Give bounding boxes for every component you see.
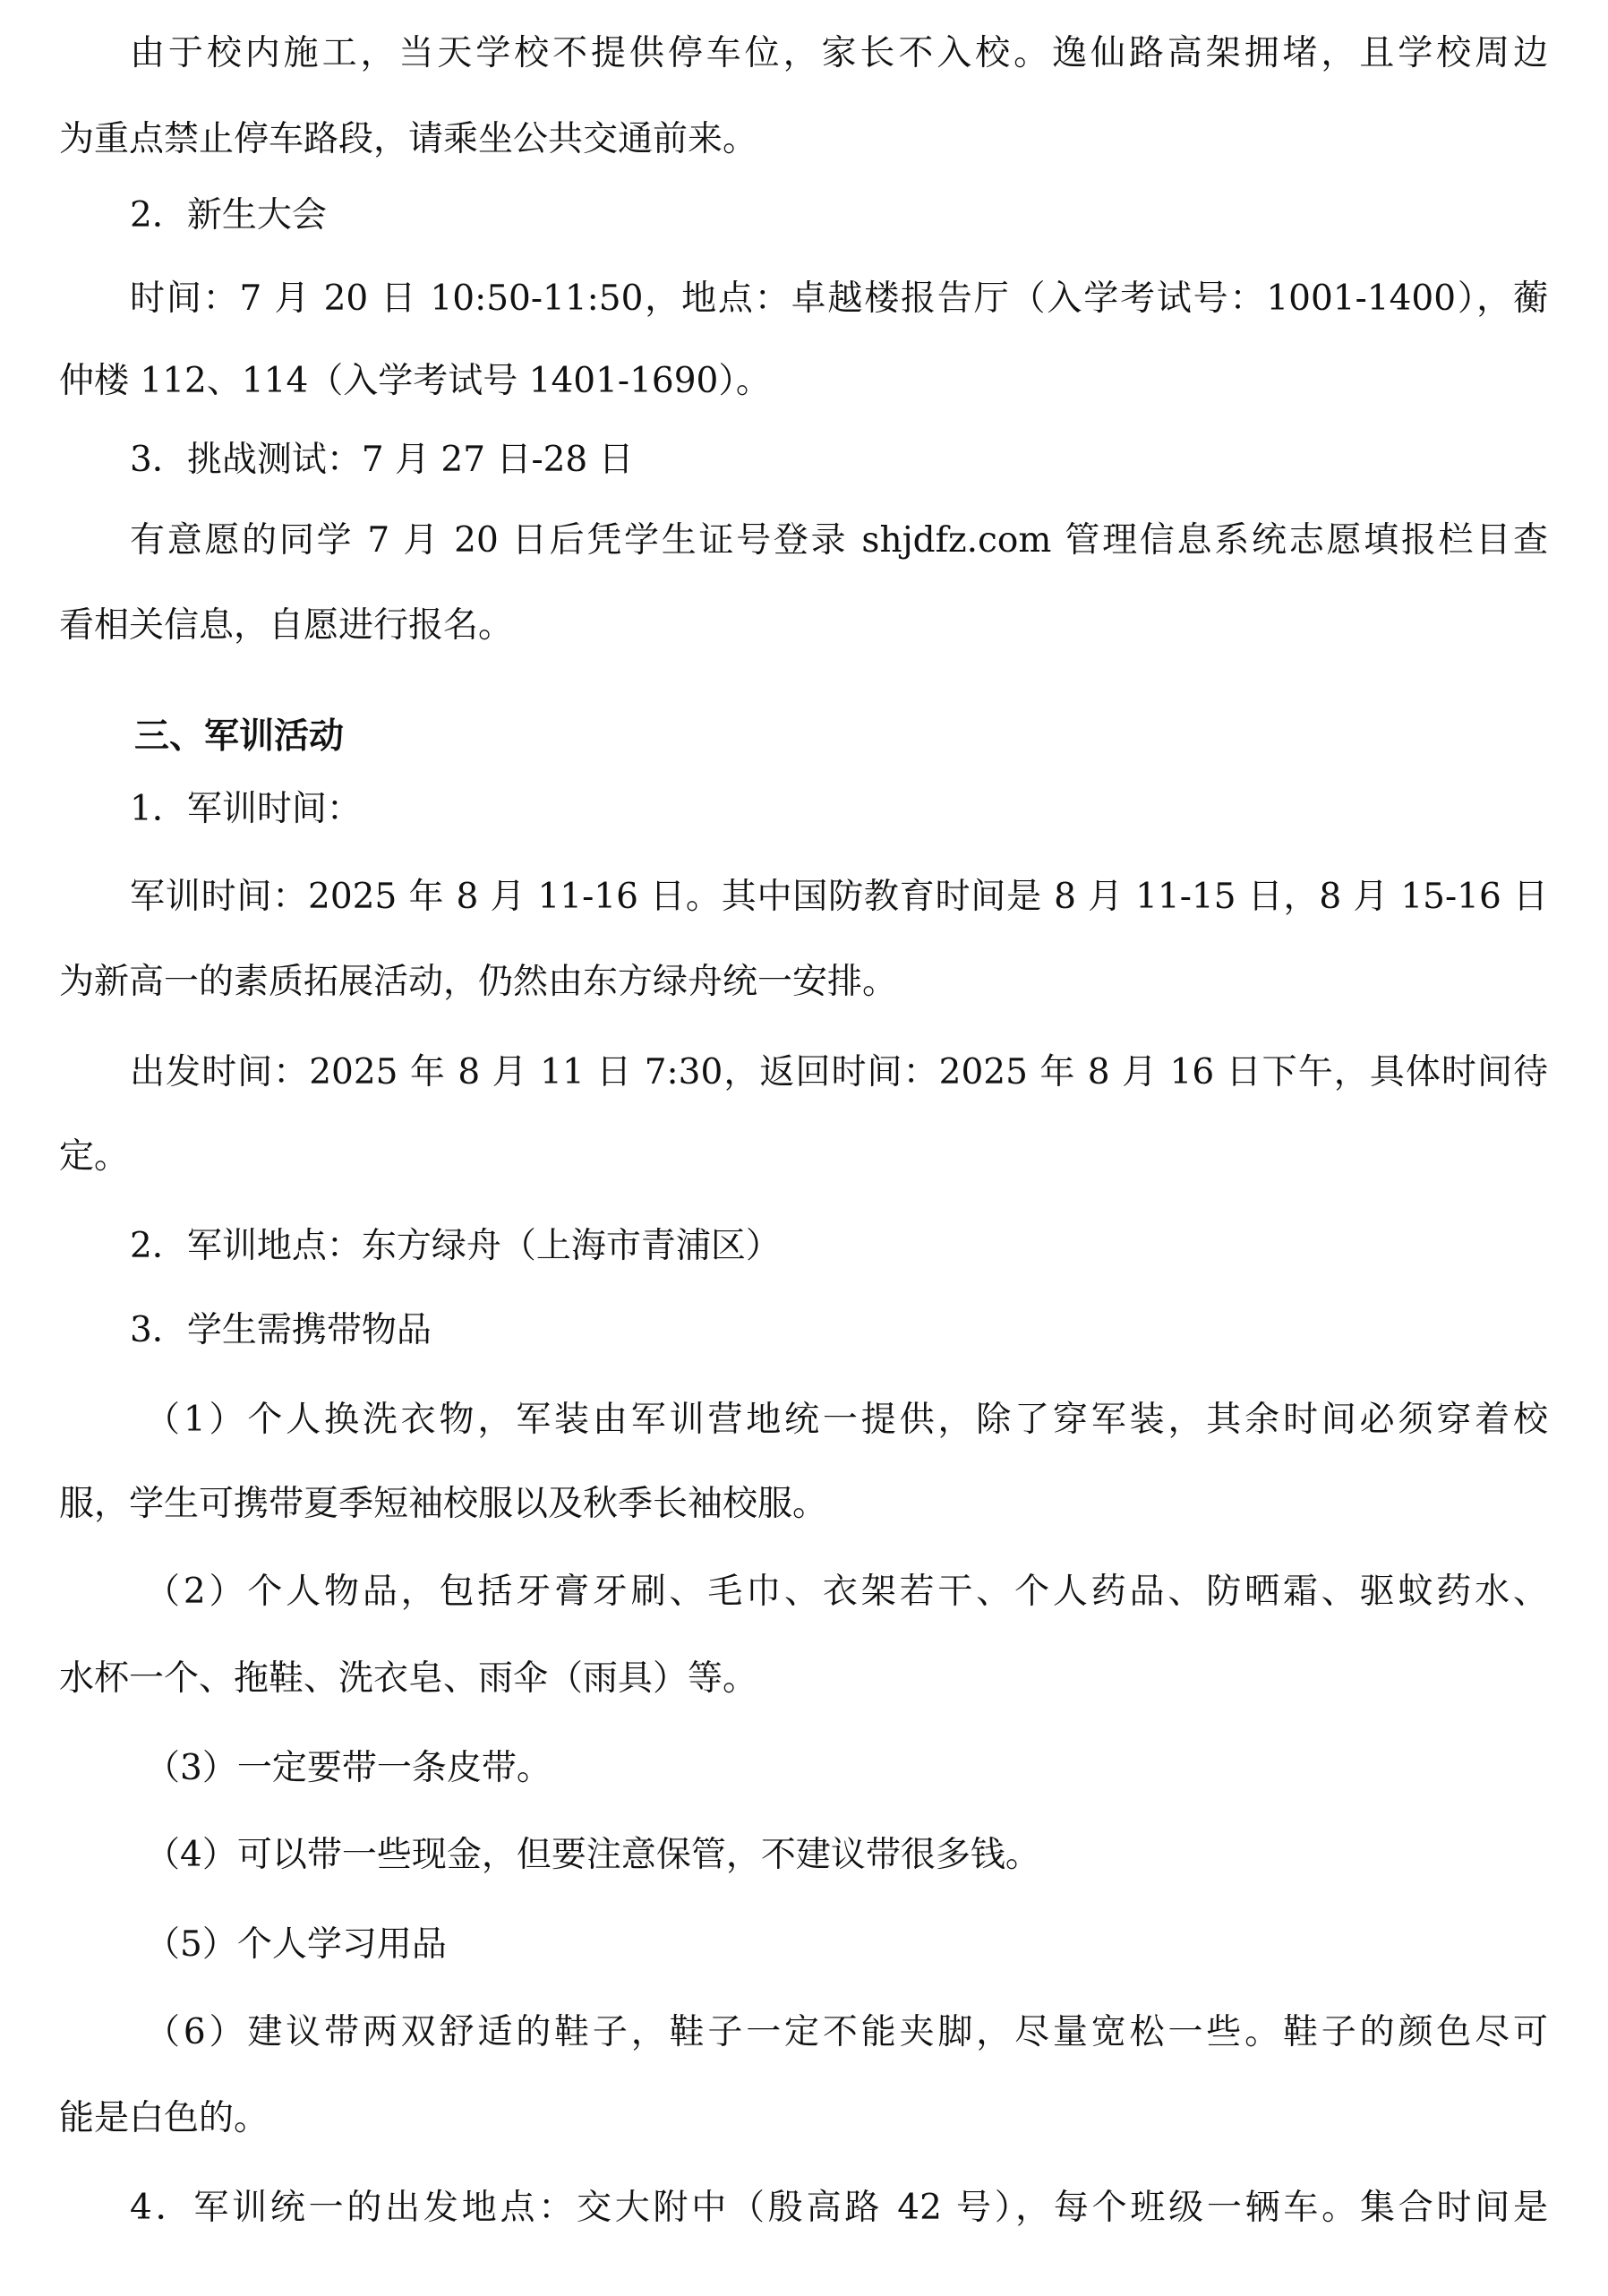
paragraph-line: 能是白色的。	[59, 2098, 269, 2138]
paragraph-line: 由于校内施工，当天学校不提供停车位，家长不入校。逸仙路高架拥堵，且学校周边	[130, 33, 1548, 73]
section-item-heading: 3．挑战测试：7 月 27 日-28 日	[130, 440, 634, 480]
paragraph-line: 有意愿的同学 7 月 20 日后凭学生证号登录 shjdfz.com 管理信息系统志愿填报栏目查	[130, 520, 1548, 561]
paragraph-line: 4．军训统一的出发地点：交大附中（殷高路 42 号），每个班级一辆车。集合时间是	[130, 2188, 1548, 2228]
paragraph-line: 为重点禁止停车路段，请乘坐公共交通前来。	[59, 119, 758, 159]
list-item-line: （5）个人学习用品	[145, 1924, 447, 1965]
section-heading: 三、军训活动	[134, 715, 345, 757]
paragraph-line: 时间：7 月 20 日 10:50-11:50，地点：卓越楼报告厅（入学考试号：1001-1400），蘅	[130, 278, 1548, 319]
section-item-heading: 1．军训时间：	[130, 789, 362, 829]
paragraph-line: 水杯一个、拖鞋、洗衣皂、雨伞（雨具）等。	[59, 1658, 758, 1699]
paragraph-line: 为新高一的素质拓展活动，仍然由东方绿舟统一安排。	[59, 962, 898, 1002]
list-item-line: （1）个人换洗衣物，军装由军训营地统一提供，除了穿军装，其余时间必须穿着校	[145, 1400, 1548, 1440]
paragraph-line: 军训时间：2025 年 8 月 11-16 日。其中国防教育时间是 8 月 11-15 日，8 月 15-16 日	[130, 877, 1548, 917]
list-item-line: （3）一定要带一条皮带。	[145, 1748, 552, 1788]
list-item-line: （2）个人物品，包括牙膏牙刷、毛巾、衣架若干、个人药品、防晒霜、驱蚊药水、	[145, 1572, 1548, 1612]
list-item-line: （4）可以带一些现金，但要注意保管，不建议带很多钱。	[145, 1835, 1040, 1875]
paragraph-line: 仲楼 112、114（入学考试号 1401-1690）。	[59, 361, 771, 401]
paragraph-line: 定。	[59, 1136, 130, 1177]
paragraph-line: 服，学生可携带夏季短袖校服以及秋季长袖校服。	[59, 1484, 828, 1524]
section-item-heading: 2．新生大会	[130, 195, 327, 236]
list-item-line: （6）建议带两双舒适的鞋子，鞋子一定不能夹脚，尽量宽松一些。鞋子的颜色尽可	[145, 2012, 1548, 2052]
section-item-heading: 2．军训地点：东方绿舟（上海市青浦区）	[130, 1226, 781, 1266]
section-item-heading: 3．学生需携带物品	[130, 1310, 432, 1350]
paragraph-line: 看相关信息，自愿进行报名。	[59, 605, 514, 646]
paragraph-line: 出发时间：2025 年 8 月 11 日 7:30，返回时间：2025 年 8 月 16 日下午，具体时间待	[130, 1052, 1548, 1092]
